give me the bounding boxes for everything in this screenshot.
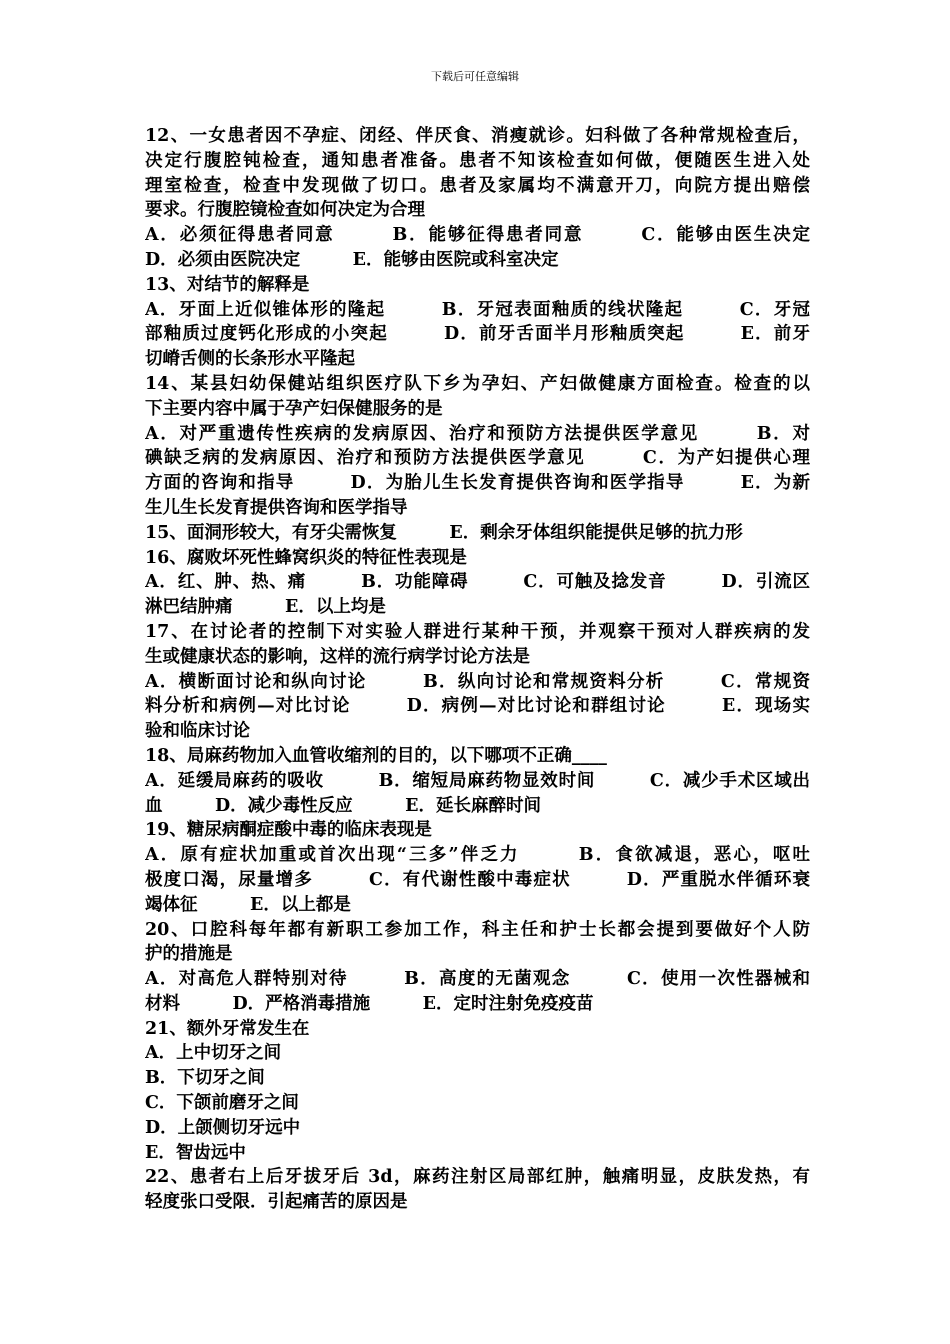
text-line: 竭体征 E．以上都是 (145, 894, 351, 915)
text-line: 碘缺乏病的发病原因、治疗和预防方法提供医学意见 C．为产妇提供心理 (145, 448, 810, 469)
text-line: 要求。行腹腔镜检查如何决定为合理 (145, 200, 425, 221)
text-line: A．对严重遗传性疾病的发病原因、治疗和预防方法提供医学意见 B．对 (145, 423, 810, 444)
text-line: 淋巴结肿痛 E．以上均是 (145, 597, 386, 618)
text-line: 材料 D．严格消毒措施 E．定时注射免疫疫苗 (145, 993, 594, 1014)
text-line: 护的措施是 (145, 944, 233, 965)
text-line: A．红、肿、热、痛 B．功能障碍 C．可触及捻发音 D．引流区 (145, 572, 810, 593)
text-line: 15、面洞形较大，有牙尖需恢复 E．剩余牙体组织能提供足够的抗力形 (145, 522, 743, 543)
text-line: B．下切牙之间 (145, 1068, 265, 1089)
text-line: A．原有症状加重或首次出现“三多”伴乏力 B．食欲减退，恶心，呕吐 (145, 845, 810, 866)
text-line: D．必须由医院决定 E．能够由医院或科室决定 (145, 249, 559, 270)
text-line: 血 D．减少毒性反应 E．延长麻醉时间 (145, 795, 542, 816)
document-body (145, 124, 810, 1215)
text-line: 极度口渴，尿量增多 C．有代谢性酸中毒症状 D．严重脱水伴循环衰 (145, 869, 810, 890)
text-line: 轻度张口受限．引起痛苦的原因是 (145, 1192, 408, 1213)
text-line: A．必须征得患者同意 B．能够征得患者同意 C．能够由医生决定 (145, 225, 810, 246)
text-line: D．上颌侧切牙远中 (145, 1117, 301, 1138)
text-line: E．智齿远中 (145, 1142, 246, 1163)
text-line: 料分析和病例—对比讨论 D．病例—对比讨论和群组讨论 E．现场实 (145, 696, 810, 717)
text-line: A．横断面讨论和纵向讨论 B．纵向讨论和常规资料分析 C．常规资 (145, 671, 810, 692)
page-header: 下载后可任意编辑 (431, 70, 519, 83)
text-line: C．下颌前磨牙之间 (145, 1093, 299, 1114)
text-line: A．延缓局麻药的吸收 B．缩短局麻药物显效时间 C．减少手术区域出 (145, 770, 810, 791)
text-line: 19、糖尿病酮症酸中毒的临床表现是 (145, 820, 432, 841)
text-line: A．牙面上近似锥体形的隆起 B．牙冠表面釉质的线状隆起 C．牙冠 (145, 299, 810, 320)
text-line: 17、在讨论者的控制下对实验人群进行某种干预，并观察干预对人群疾病的发 (145, 621, 810, 642)
text-line: 决定行腹腔钝检查，通知患者准备。患者不知该检查如何做，便随医生进入处 (145, 150, 810, 171)
text-line: 14、某县妇幼保健站组织医疗队下乡为孕妇、产妇做健康方面检查。检查的以 (145, 373, 810, 394)
text-line: 切嵴舌侧的长条形水平隆起 (145, 349, 355, 370)
text-line: 部釉质过度钙化形成的小突起 D．前牙舌面半月形釉质突起 E．前牙 (145, 324, 810, 345)
text-line: 下主要内容中属于孕产妇保健服务的是 (145, 398, 443, 419)
text-line: 理室检查，检查中发现做了切口。患者及家属均不满意开刀，向院方提出赔偿 (145, 175, 810, 196)
text-line: A．上中切牙之间 (145, 1043, 282, 1064)
text-line: 验和临床讨论 (145, 721, 250, 742)
text-line: 20、口腔科每年都有新职工参加工作，科主任和护士长都会提到要做好个人防 (145, 919, 810, 940)
text-line: 21、额外牙常发生在 (145, 1018, 310, 1039)
text-line: 12、一女患者因不孕症、闭经、伴厌食、消瘦就诊。妇科做了各种常规检查后， (145, 126, 810, 146)
text-line: 生儿生长发育提供咨询和医学指导 (145, 497, 408, 518)
text-line: 22、患者右上后牙拔牙后 3d，麻药注射区局部红肿，触痛明显，皮肤发热，有 (145, 1167, 810, 1188)
text-line: 16、腐败坏死性蜂窝织炎的特征性表现是 (145, 547, 467, 568)
text-line: 方面的咨询和指导 D．为胎儿生长发育提供咨询和医学指导 E．为新 (145, 473, 810, 494)
text-line: 18、局麻药物加入血管收缩剂的目的，以下哪项不正确____ (145, 745, 607, 766)
text-line: 生或健康状态的影响，这样的流行病学讨论方法是 (145, 646, 530, 667)
text-line: 13、对结节的解释是 (145, 274, 310, 295)
text-line: A．对高危人群特别对待 B．高度的无菌观念 C．使用一次性器械和 (145, 969, 810, 990)
